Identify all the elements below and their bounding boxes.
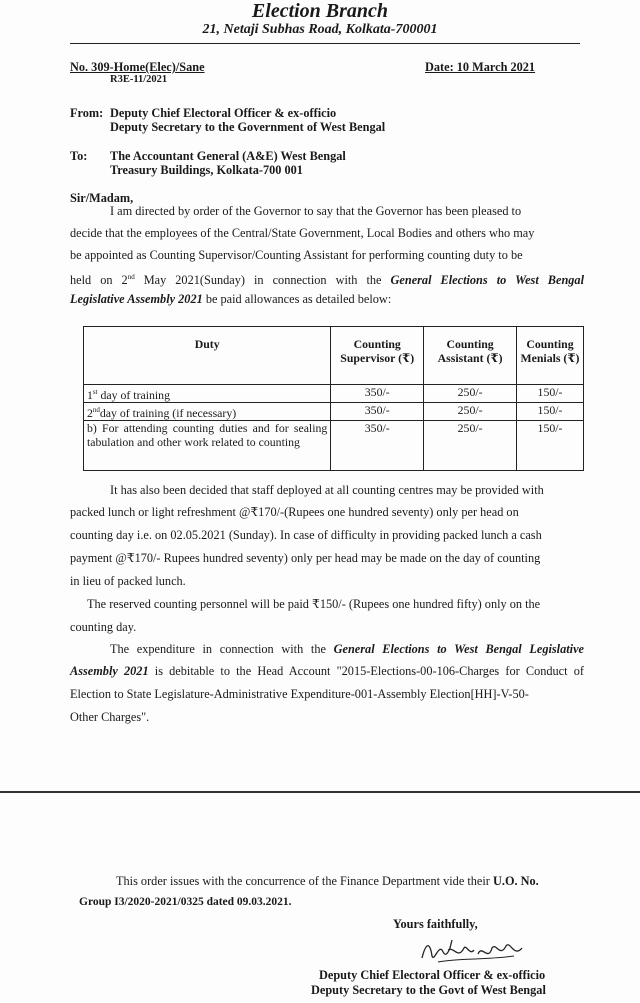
reference-number: No. 309-Home(Elec)/Sane [70,60,205,74]
duty-cell [84,420,331,470]
letterhead-title: Election Branch [251,0,389,22]
table-header-row [84,327,584,385]
para3-line1: The reserved counting personnel will be paid ₹150/- (Rupees one hundred fifty) only on the [87,597,541,611]
para1-line2: decide that the employees of the Central/State Government, Local Bodies and others who may [70,226,535,240]
assistant-cell: 250/- [424,402,517,420]
duty-text-b: day of training [97,387,170,402]
from-line1: Deputy Chief Electoral Officer & ex-officio [110,106,337,120]
to-line2: Treasury Buildings, Kolkata-700 001 [110,163,303,177]
para1-line5 [70,288,584,311]
para2-line2: packed lunch or light refreshment @₹170/-(Rupees one hundred seventy) only per head on [70,505,519,519]
to-line1: The Accountant General (A&E) West Bengal [110,149,346,163]
reference-sub: R3E-11/2021 [110,74,168,85]
to-label: To: [70,149,88,163]
from-label: From: [70,106,104,120]
para1-line4-b: May 2021(Sunday) in connection with the [134,273,391,288]
header-supervisor: Counting Supervisor (₹) [331,327,424,385]
para1-line4-sup: nd [127,273,135,281]
para4-line2-b: is debitable to the Head Account "2015-Elections-00-106-Charges for Conduct of [148,664,584,678]
para4-line1 [110,638,584,661]
header-assistant: Counting Assistant (₹) [424,327,517,385]
duty-text-a: 2 [87,405,93,420]
para4-line3: Election to State Legislature-Administrative Expenditure-001-Assembly Election[HH]-V-50- [70,687,529,701]
table-row [84,385,584,403]
duty-text-a: 1 [87,387,93,402]
para1-line5-em: Legislative Assembly 2021 [70,292,203,306]
para1-line3: be appointed as Counting Supervisor/Counting Assistant for performing counting duty to be [70,248,523,262]
para4-line2 [70,660,584,683]
para2-line4: payment @₹170/- Rupees hundred seventy) only per head may be made on the day of counting [70,551,541,565]
para1-line4-em: General Elections to West Bengal [390,273,584,288]
para4-line1-em: General Elections to West Bengal Legislative [333,642,584,656]
para1-line1: I am directed by order of the Governor to say that the Governor has been pleased to [110,204,522,218]
para1-line4-a: held on 2 [70,273,128,288]
header-duty: Duty [84,327,331,385]
duty-cell [84,402,331,420]
concurrence-text: This order issues with the concurrence of the Finance Department vide their [116,874,493,888]
duty-sup: st [92,388,98,396]
signatory-line1: Deputy Chief Electoral Officer & ex-officio [319,968,546,982]
para2-line1: It has also been decided that staff deployed at all counting centres may be provided with [110,483,544,497]
supervisor-cell: 350/- [331,385,424,403]
menials-cell: 150/- [517,420,584,470]
para4-line1-a: The expenditure in connection with the [110,642,334,656]
para4-line4: Other Charges". [70,710,150,724]
menials-cell: 150/- [517,402,584,420]
para1-line5-b: be paid allowances as detailed below: [202,292,392,306]
table-row [84,420,584,470]
menials-cell: 150/- [517,385,584,403]
header-menials: Counting Menials (₹) [517,327,584,385]
from-line2: Deputy Secretary to the Government of West Bengal [110,120,386,134]
signature [418,936,528,968]
signature-mark [418,936,528,968]
closing: Yours faithfully, [393,917,478,931]
table-row [84,402,584,420]
duty-text-a: b) For attending counting duties and for sealing tabulation and other work related to counting [87,420,328,449]
reference-date: Date: 10 March 2021 [425,60,536,74]
page-divider [0,791,640,793]
letterhead-address: 21, Netaji Subhas Road, Kolkata-700001 [202,22,438,37]
duty-cell [84,385,331,403]
letterhead-divider [70,43,580,44]
para3-line2: counting day. [70,620,137,634]
concurrence-line2: Group I3/2020-2021/0325 dated 09.03.2021. [79,896,292,908]
duty-sup: nd [92,405,100,414]
para2-line3: counting day i.e. on 02.05.2021 (Sunday). In case of difficulty in providing packed lunch a cash [70,528,542,542]
supervisor-cell: 350/- [331,420,424,470]
para2-line5: in lieu of packed lunch. [70,574,186,588]
assistant-cell: 250/- [424,385,517,403]
supervisor-cell: 350/- [331,402,424,420]
assistant-cell: 250/- [424,420,517,470]
signatory-line2: Deputy Secretary to the Govt of West Bengal [311,983,546,997]
allowance-table [83,326,584,471]
para4-line2-em: Assembly 2021 [70,664,149,678]
salutation: Sir/Madam, [70,191,134,205]
concurrence-uo: U.O. No. [492,874,539,888]
duty-text-b: day of training (if necessary) [99,405,237,420]
concurrence-line1 [116,870,588,893]
